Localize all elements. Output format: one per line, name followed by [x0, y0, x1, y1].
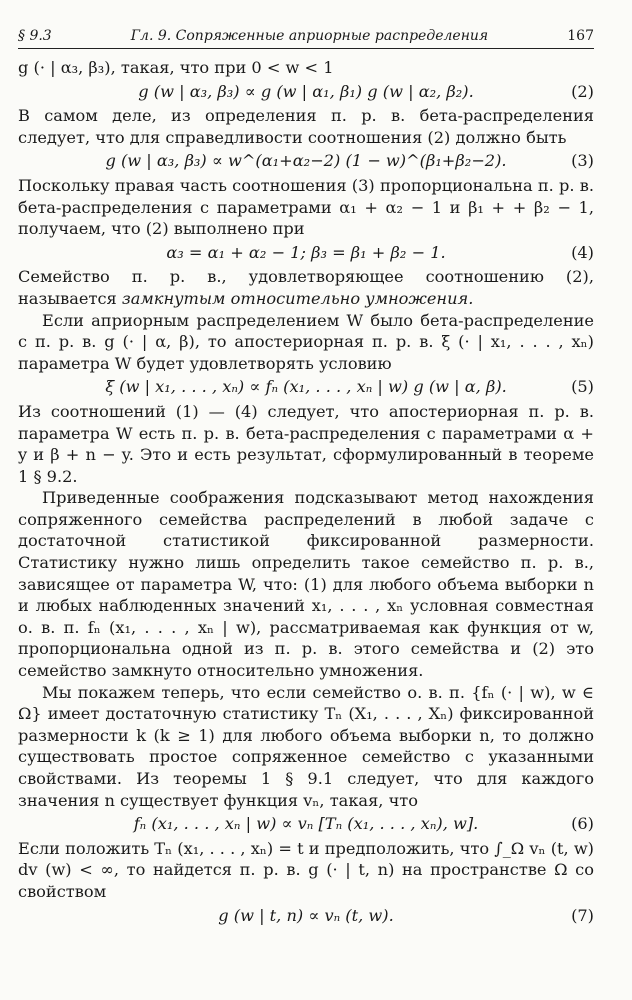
equation-5-number: (5): [571, 377, 594, 397]
paragraph-9: Если положить Tₙ (x₁, . . . , xₙ) = t и предположить, что ∫_Ω vₙ (t, w) dv (w) < ∞, то найдется п. р. в. g (· | t, n) на пространстве Ω со свойством: [18, 838, 594, 901]
equation-4-formula: α₃ = α₁ + α₂ − 1; β₃ = β₁ + β₂ − 1.: [166, 242, 446, 262]
equation-4: [18, 242, 594, 264]
equation-2: [18, 81, 594, 103]
equation-7-number: (7): [571, 905, 594, 925]
paragraph-3: Поскольку правая часть соотношения (3) пропорциональна п. р. в. бета-распределения с параметрами α₁ + α₂ − 1 и β₁ + + β₂ − 1, получаем, что (2) выполнено при: [18, 175, 594, 239]
equation-5: [18, 376, 594, 398]
equation-3-number: (3): [571, 151, 594, 171]
paragraph-6: Из соотношений (1) — (4) следует, что апостериорная п. р. в. параметра W есть п. р. в. бета-распределения с параметрами α + y и β + n − y. Это и есть результат, сформулированный в теореме 1 § 9.2.: [18, 401, 594, 486]
equation-2-number: (2): [571, 81, 594, 101]
equation-6-formula: fₙ (x₁, . . . , xₙ | w) ∝ vₙ [Tₙ (x₁, . . . , xₙ), w].: [133, 814, 479, 834]
paragraph-5: Если априорным распределением W было бета-распределение с п. р. в. g (· | α, β), то апостериорная п. р. в. ξ (· | x₁, . . . , xₙ) параметра W будет удовлетворять условию: [18, 310, 594, 373]
paragraph-7: Приведенные соображения подсказывают метод нахождения сопряженного семейства распределений в любой задаче с достаточной статистикой фиксированной размерности. Статистику нужно лишь определить такое семейство п. р. в., зависящее от параметра W, что: (1) для любого объема выборки n и любых наблюденных значений x₁, . . . , xₙ условная совместная о. в. п. fₙ (x₁, . . . , xₙ | w), рассматриваемая как функция от w, пропорциональна одной из п. р. в. этого семейства и (2) это семейство замкнуто относительно умножения.: [18, 488, 594, 681]
equation-6-number: (6): [571, 814, 594, 834]
section-label: § 9.3: [18, 28, 52, 44]
running-header: [18, 28, 594, 49]
page-number: 167: [567, 28, 594, 44]
equation-4-number: (4): [571, 242, 594, 262]
equation-6: [18, 813, 594, 835]
equation-7-formula: g (w | t, n) ∝ vₙ (t, w).: [218, 905, 394, 925]
equation-3: [18, 150, 594, 172]
chapter-title: Гл. 9. Сопряженные априорные распределения: [130, 28, 489, 44]
paragraph-2: В самом деле, из определения п. р. в. бета-распределения следует, что для справедливости соотношения (2) должно быть: [18, 106, 594, 147]
equation-7: [18, 905, 594, 927]
paragraph-4: [18, 266, 594, 309]
defined-term: замкнутым относительно умножения.: [121, 288, 474, 308]
equation-2-formula: g (w | α₃, β₃) ∝ g (w | α₁, β₁) g (w | α₂, β₂).: [138, 81, 474, 101]
paragraph-4-text: Семейство п. р. в., удовлетворяющее соотношению (2), называется: [18, 267, 594, 308]
book-page: [18, 28, 594, 929]
paragraph-8: Мы покажем теперь, что если семейство о. в. п. {fₙ (· | w), w ∈ Ω} имеет достаточную статистику Tₙ (X₁, . . . , Xₙ) фиксированной размерности k (k ≥ 1) для любого объема выборки n, то должно существовать простое сопряженное семейство с указанными свойствами. Из теоремы 1 § 9.1 следует, что для каждого значения n существует функция vₙ, такая, что: [18, 682, 594, 810]
equation-5-formula: ξ (w | x₁, . . . , xₙ) ∝ fₙ (x₁, . . . , xₙ | w) g (w | α, β).: [105, 377, 507, 397]
equation-3-formula: g (w | α₃, β₃) ∝ w^(α₁+α₂−2) (1 − w)^(β₁+β₂−2).: [105, 151, 507, 171]
paragraph-1: g (· | α₃, β₃), такая, что при 0 < w < 1: [18, 58, 334, 77]
